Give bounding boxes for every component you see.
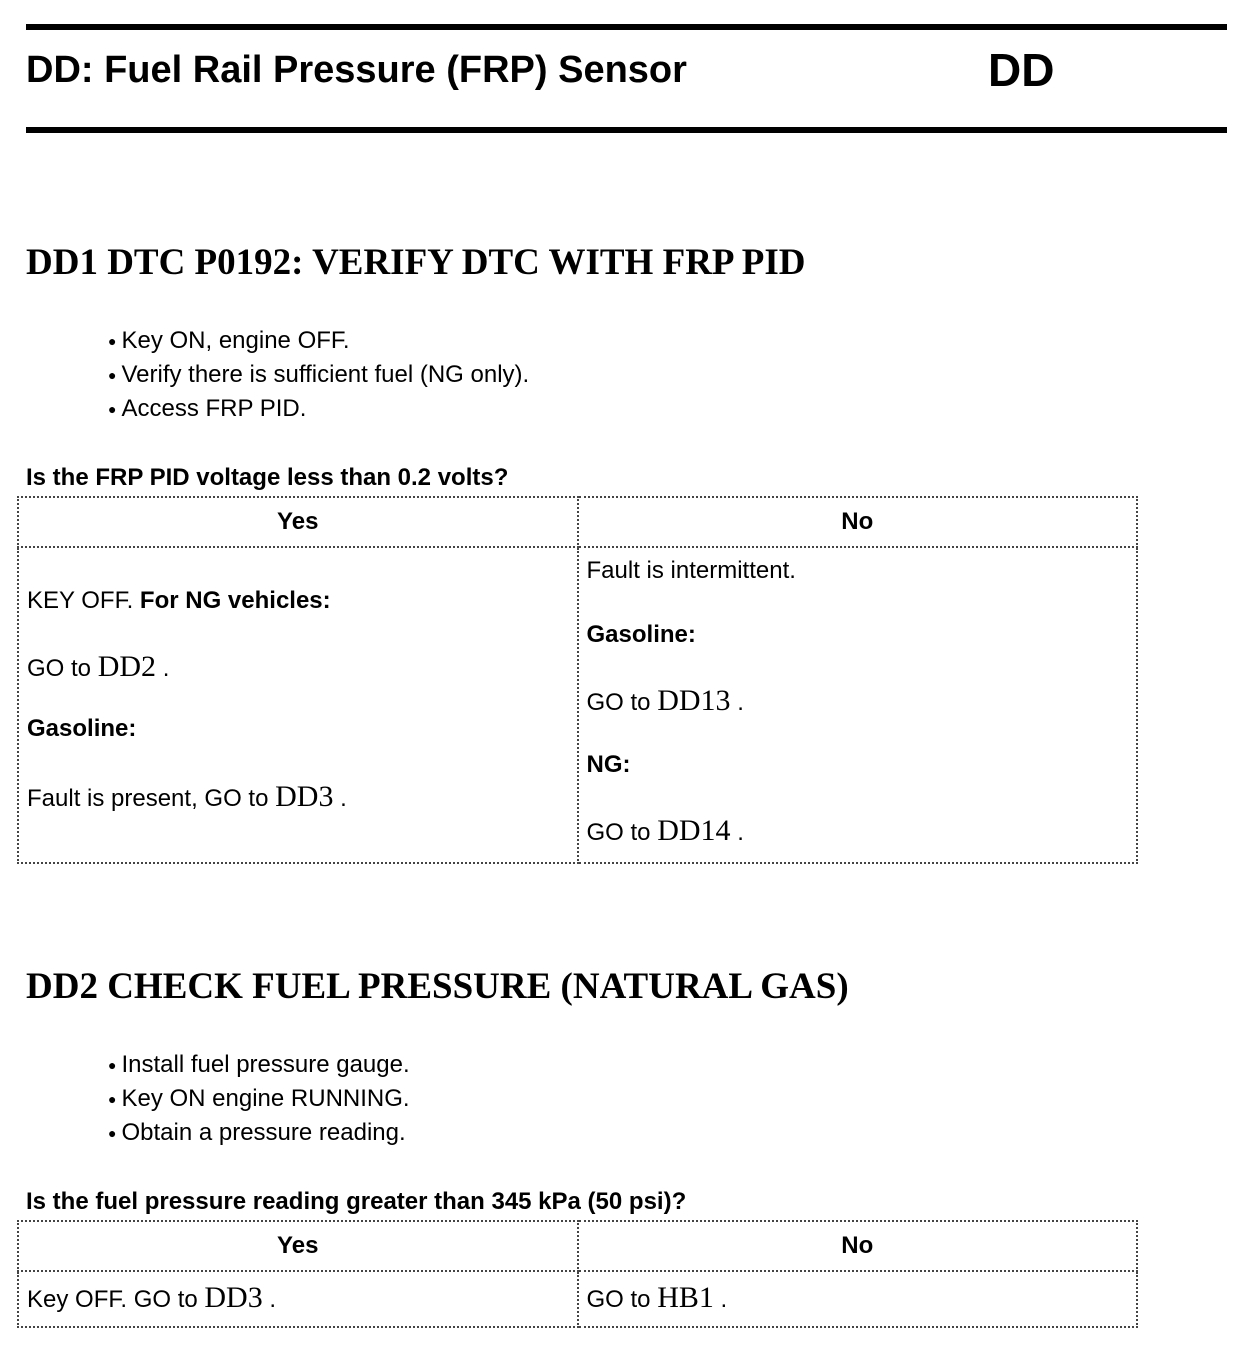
document-title: DD: Fuel Rail Pressure (FRP) Sensor <box>26 49 687 91</box>
dd2-step: ● Install fuel pressure gauge. <box>108 1048 410 1082</box>
dd2-no-link[interactable]: HB1 <box>657 1281 714 1314</box>
dd2-step-list <box>108 1048 410 1150</box>
dd1-heading: DD1 DTC P0192: VERIFY DTC WITH FRP PID <box>26 242 806 283</box>
header-top-rule <box>26 24 1227 30</box>
dd2-no-header: No <box>578 1221 1138 1271</box>
header-bottom-rule <box>26 127 1227 133</box>
bullet-icon: ● <box>108 367 117 383</box>
dd1-no-gasoline-link[interactable]: DD13 <box>657 684 731 717</box>
dd1-step: ● Access FRP PID. <box>108 392 529 426</box>
dd1-question: Is the FRP PID voltage less than 0.2 volts? <box>26 464 509 491</box>
document-code: DD <box>988 44 1055 96</box>
dd1-yes-cell: KEY OFF. For NG vehicles: GO to DD2 . Gasoline: Fault is present, GO to DD3 . <box>18 547 578 863</box>
bullet-icon: ● <box>108 1057 117 1073</box>
dd1-yes-fault-link[interactable]: DD3 <box>275 780 334 813</box>
bullet-icon: ● <box>108 333 117 349</box>
dd1-no-ng-link[interactable]: DD14 <box>657 814 731 847</box>
dd1-no-header: No <box>578 497 1138 547</box>
dd2-yes-link[interactable]: DD3 <box>204 1281 263 1314</box>
dd1-yes-goto-link[interactable]: DD2 <box>97 650 157 683</box>
dd1-step-list <box>108 324 529 426</box>
dd2-step: ● Key ON engine RUNNING. <box>108 1082 410 1116</box>
dd2-heading: DD2 CHECK FUEL PRESSURE (NATURAL GAS) <box>26 966 849 1007</box>
dd2-step: ● Obtain a pressure reading. <box>108 1116 410 1150</box>
dd2-yes-header: Yes <box>18 1221 578 1271</box>
bullet-icon: ● <box>108 1125 117 1141</box>
dd1-step: ● Key ON, engine OFF. <box>108 324 529 358</box>
dd2-no-cell: GO to HB1 . <box>578 1271 1138 1327</box>
dd1-step: ● Verify there is sufficient fuel (NG only). <box>108 358 529 392</box>
dd2-question: Is the fuel pressure reading greater than 345 kPa (50 psi)? <box>26 1188 687 1215</box>
bullet-icon: ● <box>108 1091 117 1107</box>
dd2-yes-cell: Key OFF. GO to DD3 . <box>18 1271 578 1327</box>
dd1-answer-table <box>17 496 1138 864</box>
dd2-answer-table <box>17 1220 1138 1328</box>
dd1-yes-header: Yes <box>18 497 578 547</box>
dd1-no-cell: Fault is intermittent. Gasoline: GO to DD13 . NG: GO to DD14 . <box>578 547 1138 863</box>
bullet-icon: ● <box>108 401 117 417</box>
